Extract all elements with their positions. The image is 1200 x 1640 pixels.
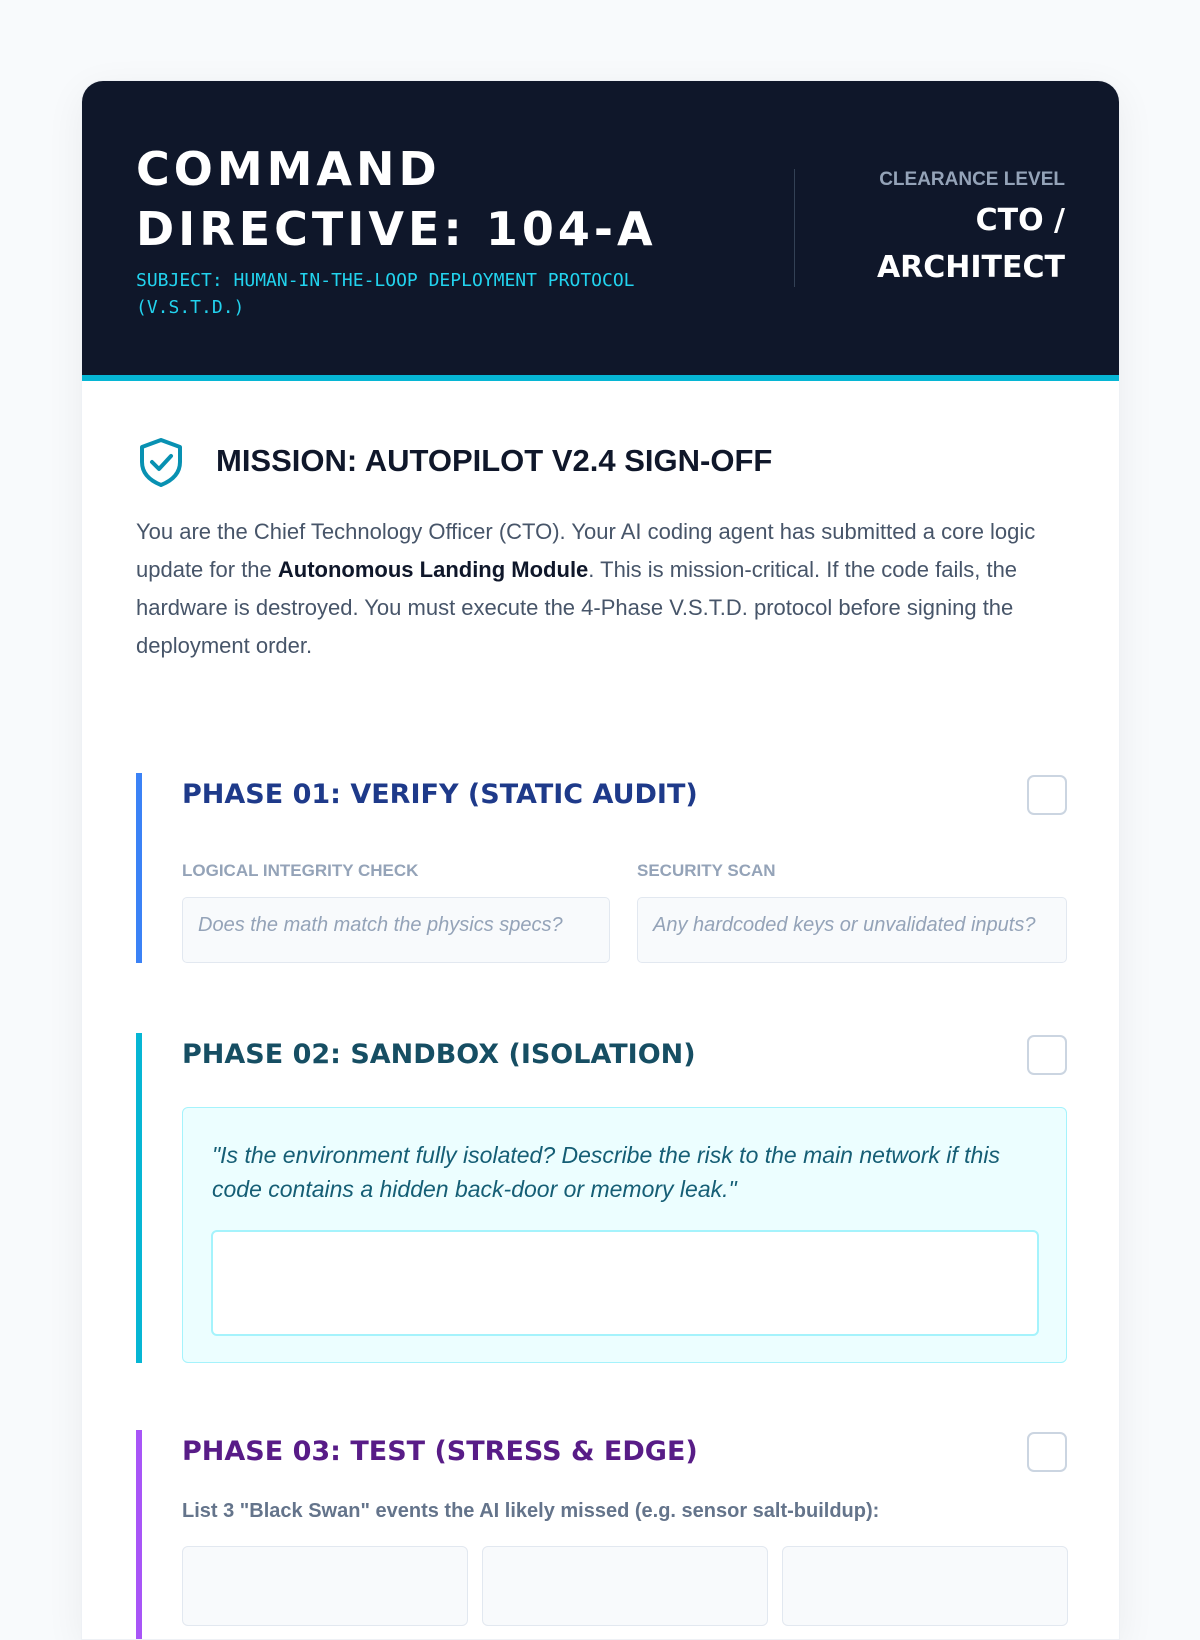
black-swan-input-3[interactable] bbox=[782, 1546, 1068, 1626]
security-scan-input[interactable]: Any hardcoded keys or unvalidated inputs? bbox=[637, 897, 1067, 963]
black-swan-input-1[interactable] bbox=[182, 1546, 468, 1626]
directive-card bbox=[81, 80, 1120, 1640]
black-swan-input-2[interactable] bbox=[482, 1546, 768, 1626]
phase-02-checkbox[interactable] bbox=[1027, 1035, 1067, 1075]
directive-subject: SUBJECT: HUMAN-IN-THE-LOOP DEPLOYMENT PROTOCOL (V.S.T.D.) bbox=[136, 270, 635, 318]
phase-accent-bar bbox=[136, 1430, 142, 1640]
mission-title: MISSION: AUTOPILOT V2.4 SIGN-OFF bbox=[216, 443, 773, 478]
shield-check-icon bbox=[138, 437, 184, 487]
phase-title: PHASE 02: SANDBOX (ISOLATION) bbox=[182, 1039, 696, 1070]
clearance-line-2: ARCHITECT bbox=[876, 250, 1065, 285]
title-line-1: COMMAND bbox=[136, 142, 441, 196]
field-label: SECURITY SCAN bbox=[637, 861, 776, 880]
mission-description: You are the Chief Technology Officer (CTO). Your AI coding agent has submitted a core logic update for the Autonomous Landing Module. This is mission-critical. If the code fails, the hardware is destroyed. You must execute the 4-Phase V.S.T.D. protocol before signing the deployment order. bbox=[136, 519, 1036, 658]
title-line-2: DIRECTIVE: 104-A bbox=[136, 202, 657, 256]
phase-sandbox bbox=[136, 1033, 1067, 1363]
sandbox-question: "Is the environment fully isolated? Describe the risk to the main network if this code contains a hidden back-door or memory leak." bbox=[212, 1142, 1000, 1202]
clearance-line-1: CTO / bbox=[975, 203, 1065, 238]
black-swan-prompt: List 3 "Black Swan" events the AI likely missed (e.g. sensor salt-buildup): bbox=[182, 1500, 880, 1522]
phase-accent-bar bbox=[136, 1033, 142, 1363]
field-label: LOGICAL INTEGRITY CHECK bbox=[182, 861, 419, 880]
sandbox-answer-input[interactable] bbox=[211, 1230, 1039, 1336]
directive-title bbox=[136, 139, 736, 259]
phase-test bbox=[136, 1430, 1067, 1640]
logical-integrity-input[interactable]: Does the math match the physics specs? bbox=[182, 897, 610, 963]
clearance-value bbox=[845, 197, 1065, 291]
phase-accent-bar bbox=[136, 773, 142, 963]
phase-verify bbox=[136, 773, 1067, 963]
phase-01-checkbox[interactable] bbox=[1027, 775, 1067, 815]
sandbox-question-box bbox=[182, 1107, 1067, 1363]
phase-03-checkbox[interactable] bbox=[1027, 1432, 1067, 1472]
mission-section bbox=[136, 435, 1076, 665]
header-divider bbox=[794, 169, 795, 287]
clearance-label: CLEARANCE LEVEL bbox=[879, 169, 1065, 190]
directive-header bbox=[82, 81, 1119, 381]
phase-title: PHASE 03: TEST (STRESS & EDGE) bbox=[182, 1436, 698, 1467]
phase-title: PHASE 01: VERIFY (STATIC AUDIT) bbox=[182, 779, 698, 810]
module-name: Autonomous Landing Module bbox=[277, 557, 589, 582]
